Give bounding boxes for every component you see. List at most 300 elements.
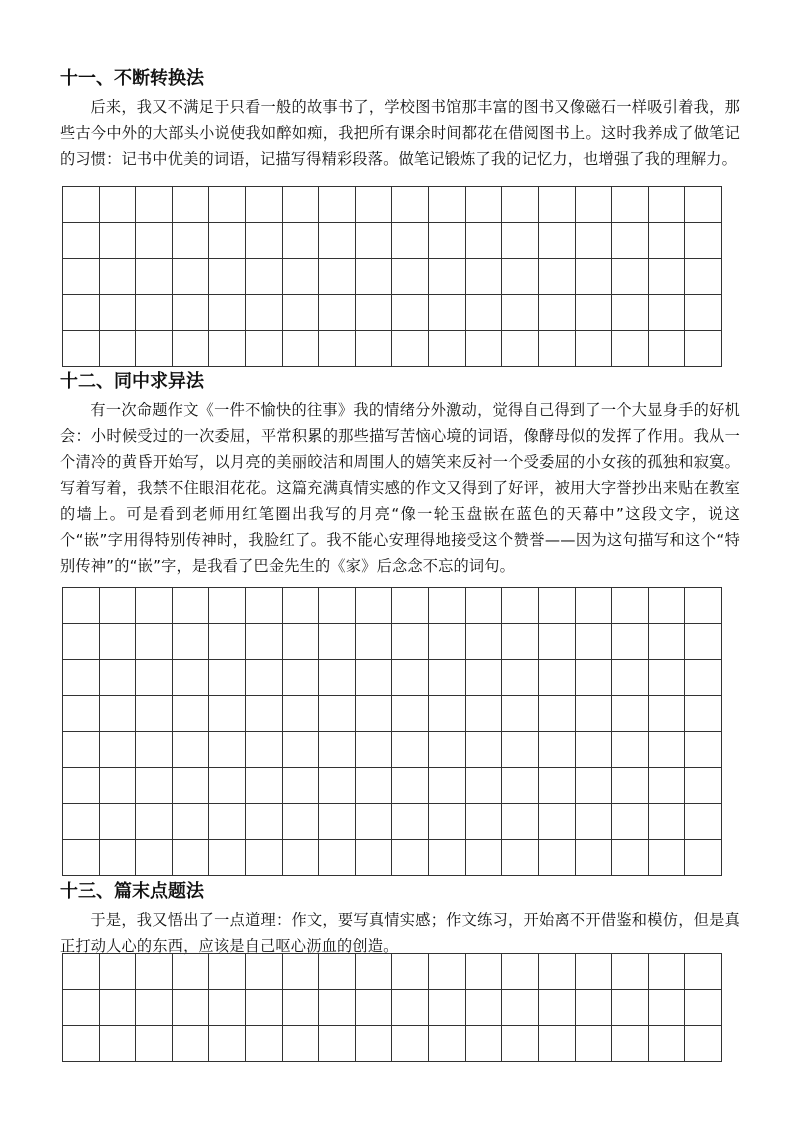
grid-cell — [246, 624, 283, 660]
grid-cell — [612, 1026, 649, 1062]
grid-cell — [283, 768, 320, 804]
grid-cell — [576, 187, 613, 223]
grid-cell — [539, 187, 576, 223]
grid-cell — [136, 990, 173, 1026]
grid-cell — [283, 1026, 320, 1062]
grid-cell — [209, 732, 246, 768]
grid-cell — [576, 660, 613, 696]
grid-cell — [209, 223, 246, 259]
grid-cell — [649, 295, 686, 331]
grid-cell — [539, 840, 576, 876]
grid-cell — [429, 588, 466, 624]
grid-cell — [100, 259, 137, 295]
grid-cell — [356, 1026, 393, 1062]
grid-cell — [209, 588, 246, 624]
grid-cell — [63, 1026, 100, 1062]
grid-cell — [319, 624, 356, 660]
grid-cell — [502, 840, 539, 876]
grid-cell — [100, 588, 137, 624]
grid-cell — [283, 840, 320, 876]
grid-cell — [539, 768, 576, 804]
grid-cell — [466, 295, 503, 331]
grid-cell — [173, 295, 210, 331]
grid-cell — [319, 259, 356, 295]
grid-cell — [466, 259, 503, 295]
grid-cell — [356, 187, 393, 223]
grid-cell — [539, 624, 576, 660]
grid-cell — [209, 187, 246, 223]
grid-cell — [356, 223, 393, 259]
grid-cell — [283, 804, 320, 840]
grid-cell — [502, 768, 539, 804]
grid-cell — [429, 295, 466, 331]
grid-cell — [612, 696, 649, 732]
grid-cell — [502, 660, 539, 696]
grid-cell — [173, 223, 210, 259]
grid-cell — [392, 990, 429, 1026]
grid-cell — [63, 990, 100, 1026]
grid-cell — [466, 732, 503, 768]
grid-cell — [173, 624, 210, 660]
grid-cell — [319, 1026, 356, 1062]
grid-cell — [283, 732, 320, 768]
grid-cell — [356, 840, 393, 876]
grid-cell — [356, 331, 393, 367]
grid-cell — [356, 588, 393, 624]
grid-cell — [392, 732, 429, 768]
grid-cell — [136, 840, 173, 876]
grid-cell — [100, 187, 137, 223]
grid-cell — [539, 223, 576, 259]
grid-cell — [429, 331, 466, 367]
grid-cell — [466, 1026, 503, 1062]
grid-cell — [319, 732, 356, 768]
grid-cell — [356, 624, 393, 660]
grid-cell — [136, 223, 173, 259]
grid-cell — [100, 223, 137, 259]
grid-cell — [392, 624, 429, 660]
grid-cell — [612, 804, 649, 840]
grid-cell — [576, 1026, 613, 1062]
grid-cell — [685, 732, 722, 768]
grid-cell — [173, 768, 210, 804]
grid-cell — [246, 732, 283, 768]
grid-cell — [649, 1026, 686, 1062]
grid-cell — [356, 732, 393, 768]
grid-cell — [136, 1026, 173, 1062]
grid-cell — [173, 990, 210, 1026]
grid-cell — [539, 696, 576, 732]
grid-cell — [283, 696, 320, 732]
grid-cell — [576, 331, 613, 367]
grid-cell — [319, 588, 356, 624]
grid-cell — [392, 768, 429, 804]
grid-cell — [649, 223, 686, 259]
grid-cell — [100, 624, 137, 660]
grid-cell — [392, 331, 429, 367]
grid-cell — [173, 840, 210, 876]
grid-cell — [612, 954, 649, 990]
grid-cell — [649, 732, 686, 768]
grid-cell — [685, 1026, 722, 1062]
grid-cell — [612, 660, 649, 696]
grid-cell — [649, 624, 686, 660]
grid-cell — [539, 1026, 576, 1062]
grid-cell — [392, 660, 429, 696]
grid-cell — [209, 840, 246, 876]
grid-cell — [209, 660, 246, 696]
grid-cell — [100, 990, 137, 1026]
grid-cell — [246, 1026, 283, 1062]
grid-cell — [63, 331, 100, 367]
section-paragraph: 有一次命题作文《一件不愉快的往事》我的情绪分外激动，觉得自己得到了一个大显身手的好机会：小时候受过的一次委屈，平常积累的那些描写苦恼心境的词语，像酵母似的发挥了作用。我从一个清冷的黄昏开始写，以月亮的美丽皎洁和周围人的嬉笑来反衬一个受委屈的小女孩的孤独和寂寞。写着写着，我禁不住眼泪花花。这篇充满真情实感的作文又得到了好评，被用大字誉抄出来贴在教室的墙上。可是看到老师用红笔圈出我写的月亮“像一轮玉盘嵌在蓝色的天幕中”这段文字，说这个“嵌”字用得特别传神时，我脸红了。我不能心安理得地接受这个赞誉——因为这句描写和这个“特别传神”的“嵌”字，是我看了巴金先生的《家》后念念不忘的词句。 — [60, 401, 740, 575]
grid-cell — [685, 187, 722, 223]
grid-cell — [429, 768, 466, 804]
grid-cell — [649, 331, 686, 367]
grid-cell — [649, 588, 686, 624]
grid-cell — [100, 696, 137, 732]
grid-cell — [539, 259, 576, 295]
grid-cell — [466, 990, 503, 1026]
grid-cell — [502, 295, 539, 331]
grid-cell — [63, 804, 100, 840]
grid-cell — [356, 990, 393, 1026]
grid-cell — [136, 588, 173, 624]
grid-cell — [356, 954, 393, 990]
grid-cell — [319, 954, 356, 990]
grid-cell — [246, 768, 283, 804]
grid-cell — [392, 223, 429, 259]
grid-cell — [466, 187, 503, 223]
grid-cell — [612, 223, 649, 259]
grid-cell — [173, 696, 210, 732]
grid-cell — [685, 954, 722, 990]
grid-cell — [319, 295, 356, 331]
grid-cell — [63, 696, 100, 732]
grid-cell — [173, 187, 210, 223]
grid-cell — [502, 954, 539, 990]
grid-cell — [63, 223, 100, 259]
grid-cell — [649, 804, 686, 840]
grid-cell — [539, 331, 576, 367]
grid-cell — [356, 295, 393, 331]
grid-cell — [392, 804, 429, 840]
grid-cell — [392, 954, 429, 990]
grid-cell — [246, 804, 283, 840]
grid-cell — [173, 954, 210, 990]
grid-cell — [429, 696, 466, 732]
grid-cell — [136, 187, 173, 223]
grid-cell — [63, 259, 100, 295]
grid-cell — [173, 732, 210, 768]
grid-cell — [502, 331, 539, 367]
grid-cell — [502, 804, 539, 840]
section-heading: 十三、篇末点题法 — [60, 881, 204, 902]
grid-cell — [283, 223, 320, 259]
grid-cell — [283, 990, 320, 1026]
grid-cell — [392, 840, 429, 876]
grid-cell — [209, 804, 246, 840]
section-paragraph: 后来，我又不满足于只看一般的故事书了，学校图书馆那丰富的图书又像磁石一样吸引着我，那些古今中外的大部头小说使我如醉如痴，我把所有课余时间都花在借阅图书上。这时我养成了做笔记的习惯：记书中优美的词语，记描写得精彩段落。做笔记锻炼了我的记忆力，也增强了我的理解力。 — [60, 98, 740, 168]
grid-cell — [100, 331, 137, 367]
grid-cell — [576, 259, 613, 295]
grid-cell — [466, 660, 503, 696]
grid-cell — [685, 259, 722, 295]
grid-cell — [173, 804, 210, 840]
grid-cell — [392, 588, 429, 624]
grid-cell — [173, 259, 210, 295]
grid-cell — [466, 696, 503, 732]
grid-cell — [612, 840, 649, 876]
grid-cell — [319, 223, 356, 259]
grid-cell — [429, 660, 466, 696]
grid-cell — [100, 1026, 137, 1062]
grid-cell — [685, 295, 722, 331]
grid-cell — [612, 588, 649, 624]
grid-cell — [466, 954, 503, 990]
grid-cell — [649, 696, 686, 732]
grid-cell — [612, 768, 649, 804]
grid-cell — [173, 1026, 210, 1062]
grid-cell — [246, 696, 283, 732]
grid-cell — [539, 804, 576, 840]
grid-cell — [576, 990, 613, 1026]
grid-cell — [649, 768, 686, 804]
grid-cell — [136, 624, 173, 660]
grid-cell — [63, 732, 100, 768]
grid-cell — [136, 696, 173, 732]
grid-cell — [319, 187, 356, 223]
grid-cell — [209, 990, 246, 1026]
grid-cell — [283, 624, 320, 660]
grid-cell — [246, 187, 283, 223]
grid-cell — [612, 990, 649, 1026]
grid-cell — [429, 804, 466, 840]
grid-cell — [539, 954, 576, 990]
grid-cell — [576, 223, 613, 259]
grid-cell — [685, 990, 722, 1026]
grid-cell — [466, 223, 503, 259]
grid-cell — [649, 840, 686, 876]
grid-cell — [246, 660, 283, 696]
grid-cell — [539, 660, 576, 696]
grid-cell — [63, 295, 100, 331]
writing-grid — [62, 953, 722, 1062]
grid-cell — [649, 990, 686, 1026]
grid-cell — [576, 954, 613, 990]
grid-cell — [685, 768, 722, 804]
grid-cell — [539, 295, 576, 331]
grid-cell — [649, 259, 686, 295]
grid-cell — [392, 187, 429, 223]
grid-cell — [209, 696, 246, 732]
grid-cell — [685, 840, 722, 876]
grid-cell — [246, 223, 283, 259]
grid-cell — [576, 840, 613, 876]
grid-cell — [173, 331, 210, 367]
grid-cell — [283, 660, 320, 696]
grid-cell — [429, 840, 466, 876]
grid-cell — [283, 187, 320, 223]
grid-cell — [612, 187, 649, 223]
grid-cell — [209, 331, 246, 367]
grid-cell — [429, 187, 466, 223]
grid-cell — [356, 696, 393, 732]
grid-cell — [356, 804, 393, 840]
grid-cell — [576, 804, 613, 840]
grid-cell — [466, 624, 503, 660]
grid-cell — [209, 259, 246, 295]
grid-cell — [63, 588, 100, 624]
grid-cell — [246, 331, 283, 367]
grid-cell — [576, 696, 613, 732]
grid-cell — [136, 295, 173, 331]
grid-cell — [63, 840, 100, 876]
grid-cell — [319, 331, 356, 367]
grid-cell — [100, 954, 137, 990]
grid-cell — [576, 624, 613, 660]
grid-cell — [246, 259, 283, 295]
grid-cell — [429, 624, 466, 660]
grid-cell — [63, 187, 100, 223]
grid-cell — [502, 696, 539, 732]
grid-cell — [539, 588, 576, 624]
grid-cell — [685, 624, 722, 660]
grid-cell — [246, 954, 283, 990]
grid-cell — [209, 768, 246, 804]
grid-cell — [283, 295, 320, 331]
grid-cell — [576, 588, 613, 624]
grid-cell — [136, 732, 173, 768]
grid-cell — [283, 954, 320, 990]
grid-cell — [63, 660, 100, 696]
grid-cell — [466, 588, 503, 624]
grid-cell — [392, 259, 429, 295]
grid-cell — [502, 588, 539, 624]
grid-cell — [356, 768, 393, 804]
grid-cell — [63, 954, 100, 990]
grid-cell — [429, 954, 466, 990]
grid-cell — [283, 588, 320, 624]
grid-cell — [209, 954, 246, 990]
grid-cell — [612, 259, 649, 295]
grid-cell — [649, 187, 686, 223]
grid-cell — [63, 624, 100, 660]
section-11 — [60, 68, 740, 172]
grid-cell — [429, 732, 466, 768]
writing-grid — [62, 587, 722, 876]
grid-cell — [429, 990, 466, 1026]
grid-cell — [429, 1026, 466, 1062]
grid-cell — [283, 331, 320, 367]
grid-cell — [539, 990, 576, 1026]
grid-cell — [576, 768, 613, 804]
grid-cell — [173, 660, 210, 696]
grid-cell — [136, 660, 173, 696]
grid-cell — [685, 588, 722, 624]
section-paragraph: 于是，我又悟出了一点道理：作文，要写真情实感；作文练习，开始离不开借鉴和模仿，但是真正打动人心的东西，应该是自己呕心沥血的创造。 — [60, 911, 740, 955]
grid-cell — [466, 331, 503, 367]
grid-cell — [209, 624, 246, 660]
grid-cell — [319, 804, 356, 840]
grid-cell — [502, 990, 539, 1026]
grid-cell — [685, 331, 722, 367]
grid-cell — [246, 990, 283, 1026]
grid-cell — [136, 259, 173, 295]
grid-cell — [502, 187, 539, 223]
grid-cell — [502, 223, 539, 259]
grid-cell — [100, 660, 137, 696]
grid-cell — [649, 954, 686, 990]
section-heading: 十一、不断转换法 — [60, 68, 204, 89]
grid-cell — [612, 295, 649, 331]
grid-cell — [100, 840, 137, 876]
grid-cell — [356, 660, 393, 696]
grid-cell — [209, 1026, 246, 1062]
grid-cell — [136, 804, 173, 840]
writing-grid — [62, 186, 722, 367]
grid-cell — [63, 768, 100, 804]
grid-cell — [685, 696, 722, 732]
grid-cell — [576, 295, 613, 331]
grid-cell — [319, 696, 356, 732]
grid-cell — [100, 732, 137, 768]
grid-cell — [466, 768, 503, 804]
grid-cell — [466, 840, 503, 876]
grid-cell — [612, 624, 649, 660]
section-13 — [60, 881, 740, 959]
grid-cell — [392, 1026, 429, 1062]
grid-cell — [246, 840, 283, 876]
grid-cell — [173, 588, 210, 624]
grid-cell — [209, 295, 246, 331]
grid-cell — [246, 588, 283, 624]
grid-cell — [100, 804, 137, 840]
grid-cell — [685, 804, 722, 840]
grid-cell — [319, 660, 356, 696]
grid-cell — [392, 295, 429, 331]
grid-cell — [319, 768, 356, 804]
grid-cell — [136, 768, 173, 804]
grid-cell — [246, 295, 283, 331]
grid-cell — [502, 259, 539, 295]
grid-cell — [685, 223, 722, 259]
grid-cell — [429, 259, 466, 295]
grid-cell — [100, 295, 137, 331]
grid-cell — [466, 804, 503, 840]
grid-cell — [539, 732, 576, 768]
grid-cell — [502, 624, 539, 660]
grid-cell — [136, 331, 173, 367]
grid-cell — [136, 954, 173, 990]
grid-cell — [429, 223, 466, 259]
grid-cell — [319, 990, 356, 1026]
grid-cell — [319, 840, 356, 876]
grid-cell — [392, 696, 429, 732]
grid-cell — [685, 660, 722, 696]
section-12 — [60, 371, 740, 579]
grid-cell — [356, 259, 393, 295]
grid-cell — [649, 660, 686, 696]
grid-cell — [502, 732, 539, 768]
section-heading: 十二、同中求异法 — [60, 371, 204, 392]
grid-cell — [576, 732, 613, 768]
grid-cell — [612, 331, 649, 367]
grid-cell — [100, 768, 137, 804]
grid-cell — [502, 1026, 539, 1062]
grid-cell — [283, 259, 320, 295]
grid-cell — [612, 732, 649, 768]
